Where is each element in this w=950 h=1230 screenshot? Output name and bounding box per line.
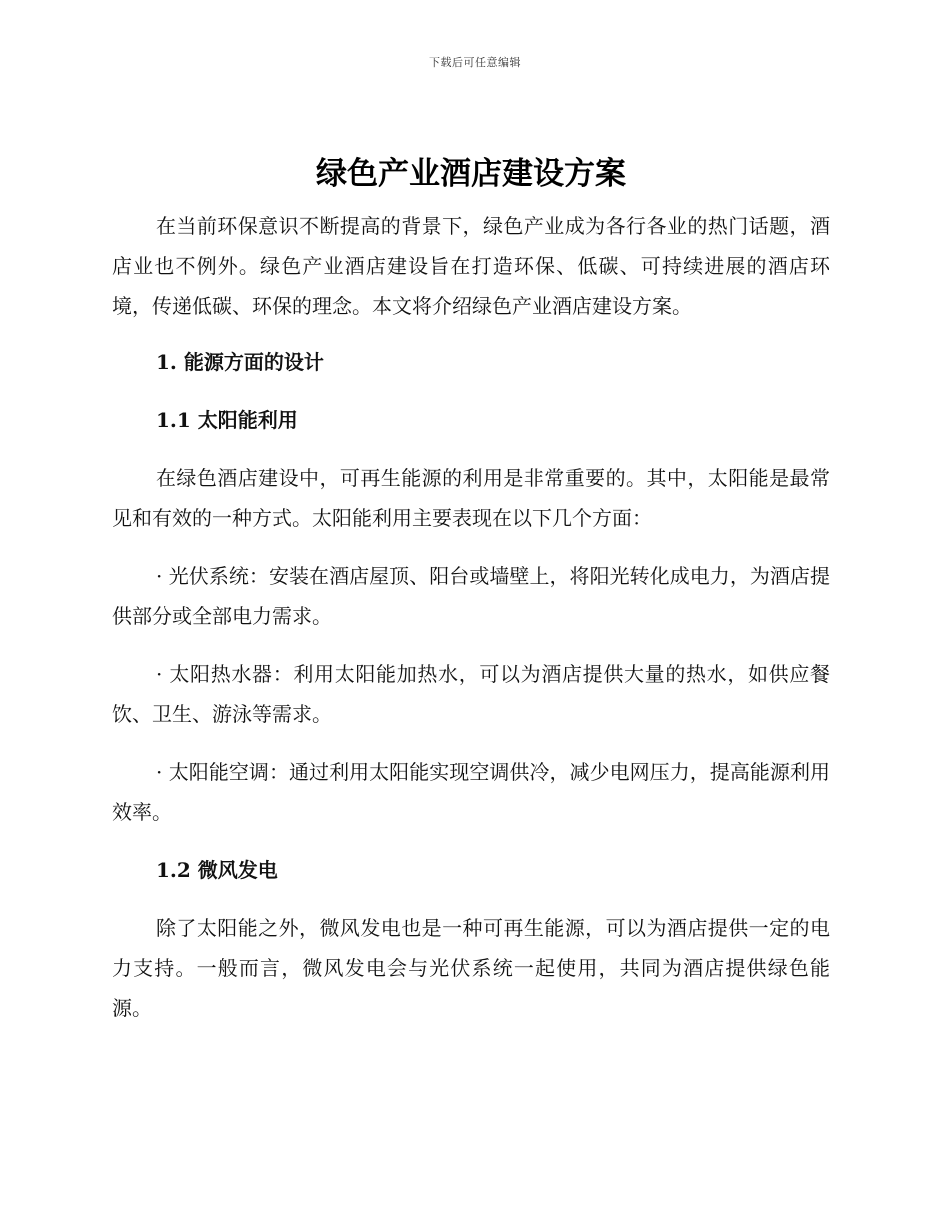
intro-paragraph: 在当前环保意识不断提高的背景下，绿色产业成为各行各业的热门话题，酒店业也不例外。绿色产业酒店建设旨在打造环保、低碳、可持续进展的酒店环境，传递低碳、环保的理念。本文将介绍绿色产业酒店建设方案。: [112, 214, 830, 318]
solar-paragraph: 在绿色酒店建设中，可再生能源的利用是非常重要的。其中，太阳能是最常见和有效的一种方式。太阳能利用主要表现在以下几个方面：: [112, 466, 830, 530]
subsection-heading-solar: 1.1 太阳能利用: [156, 408, 298, 432]
bullet-solar-air-conditioning: · 太阳能空调：通过利用太阳能实现空调供冷，减少电网压力，提高能源利用效率。: [112, 760, 830, 824]
wind-paragraph: 除了太阳能之外，微风发电也是一种可再生能源，可以为酒店提供一定的电力支持。一般而言，微风发电会与光伏系统一起使用，共同为酒店提供绿色能源。: [112, 916, 830, 1020]
bullet-photovoltaic: · 光伏系统：安装在酒店屋顶、阳台或墙壁上，将阳光转化成电力，为酒店提供部分或全部电力需求。: [112, 564, 830, 628]
document-title: 绿色产业酒店建设方案: [316, 156, 626, 192]
section-heading-energy: 1. 能源方面的设计: [156, 350, 324, 374]
header-note: 下载后可任意编辑: [429, 56, 521, 69]
subsection-heading-wind: 1.2 微风发电: [156, 858, 278, 882]
bullet-solar-water-heater: · 太阳热水器：利用太阳能加热水，可以为酒店提供大量的热水，如供应餐饮、卫生、游泳等需求。: [112, 662, 830, 726]
document-body: [112, 148, 830, 1028]
